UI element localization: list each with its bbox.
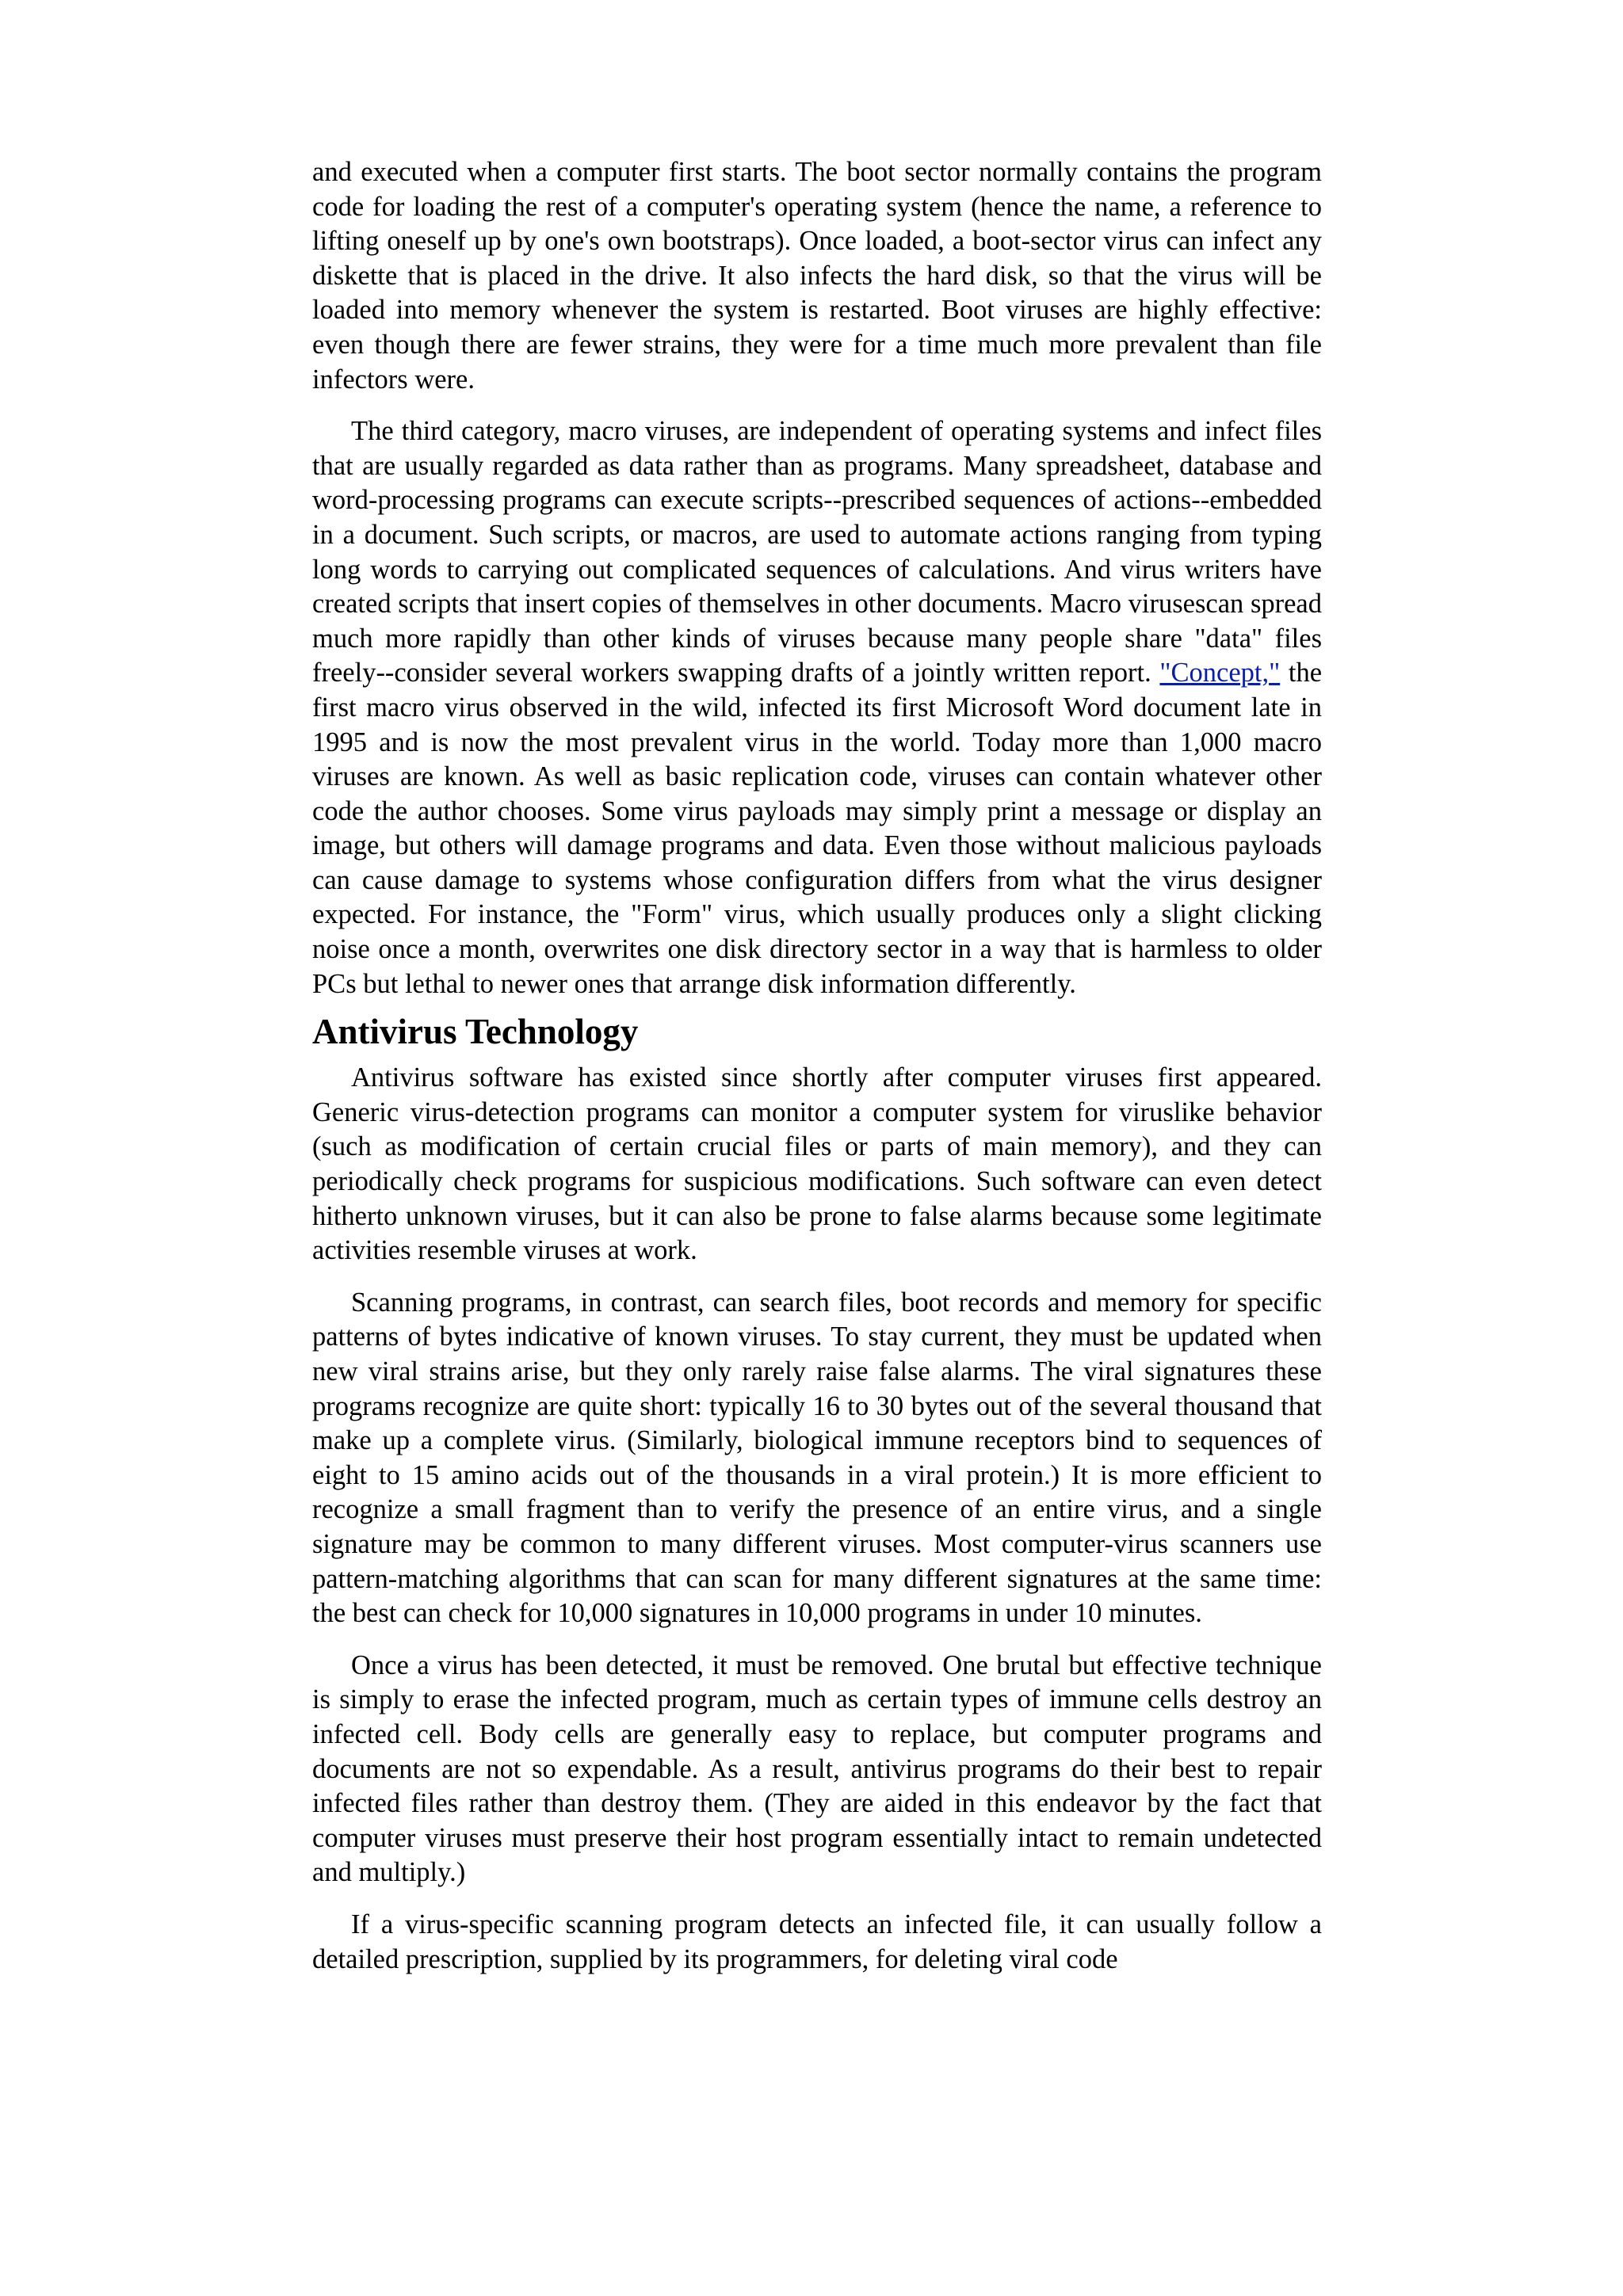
paragraph-gap	[312, 1890, 1322, 1908]
concept-link[interactable]: "Concept,"	[1159, 658, 1281, 688]
paragraph-virus-specific-scanning: If a virus-specific scanning program detects an infected file, it can usually follow a detailed prescription, supplied by its programmers, for deleting viral code	[312, 1909, 1322, 1974]
document-page	[312, 155, 1322, 1977]
paragraph-gap	[312, 1268, 1322, 1286]
paragraph-gap	[312, 1631, 1322, 1649]
paragraph-boot-sector: and executed when a computer first starts. The boot sector normally contains the program code for loading the rest of a computer's operating system (hence the name, a reference to lifting oneself up by one's own bootstraps). Once loaded, a boot-sector virus can infect any diskette that is placed in the drive. It also infects the hard disk, so that the virus will be loaded into memory whenever the system is restarted. Boot viruses are highly effective: even though there are fewer strains, they were for a time much more prevalent than file infectors were.	[312, 157, 1322, 395]
paragraph-gap	[312, 397, 1322, 414]
paragraph-scanning-programs: Scanning programs, in contrast, can search files, boot records and memory for specific patterns of bytes indicative of known viruses. To stay current, they must be updated when new viral strains arise, but they only rarely raise false alarms. The viral signatures these programs recognize are quite short: typically 16 to 30 bytes out of the several thousand that make up a complete virus. (Similarly, biological immune receptors bind to sequences of eight to 15 amino acids out of the thousands in a viral protein.) It is more efficient to recognize a small fragment than to verify the presence of an entire virus, and a single signature may be common to many different viruses. Most computer-virus scanners use pattern-matching algorithms that can scan for many different signatures at the same time: the best can check for 10,000 signatures in 10,000 programs in under 10 minutes.	[312, 1287, 1322, 1629]
section-heading-antivirus-technology: Antivirus Technology	[312, 1012, 639, 1052]
paragraph-virus-removal: Once a virus has been detected, it must be removed. One brutal but effective technique is simply to erase the infected program, much as certain types of immune cells destroy an infected cell. Body cells are generally easy to replace, but computer programs and documents are not so expendable. As a result, antivirus programs do their best to repair infected files rather than destroy them. (They are aided in this endeavor by the fact that computer viruses must preserve their host program essentially intact to remain undetected and multiply.)	[312, 1650, 1322, 1888]
macro-viruses-text-start: The third category, macro viruses, are independent of operating systems and infect files that are usually regarded as data rather than as programs. Many spreadsheet, database and word-processing programs can execute scripts--prescribed sequences of actions--embedded in a document. Such scripts, or macros, are used to automate actions ranging from typing long words to carrying out complicated sequences of calculations. And virus writers have created scripts that insert copies of themselves in other documents. Macro virusescan spread much more rapidly than other kinds of viruses because many people share "data" files freely--consider several workers swapping drafts of a jointly written report.	[312, 416, 1322, 688]
paragraph-antivirus-software: Antivirus software has existed since shortly after computer viruses first appeared. Generic virus-detection programs can monitor a computer system for viruslike behavior (such as modification of certain crucial files or parts of main memory), and they can periodically check programs for suspicious modifications. Such software can even detect hitherto unknown viruses, but it can also be prone to false alarms because some legitimate activities resemble viruses at work.	[312, 1062, 1322, 1266]
macro-viruses-text-end: the first macro virus observed in the wild, infected its first Microsoft Word document late in 1995 and is now the most prevalent virus in the world. Today more than 1,000 macro viruses are known. As well as basic replication code, viruses can contain whatever other code the author chooses. Some virus payloads may simply print a message or display an image, but others will damage programs and data. Even those without malicious payloads can cause damage to systems whose configuration differs from what the virus designer expected. For instance, the "Form" virus, which usually produces only a slight clicking noise once a month, overwrites one disk directory sector in a way that is harmless to older PCs but lethal to newer ones that arrange disk information differently.	[312, 658, 1323, 999]
paragraph-macro-viruses	[312, 414, 1322, 1001]
